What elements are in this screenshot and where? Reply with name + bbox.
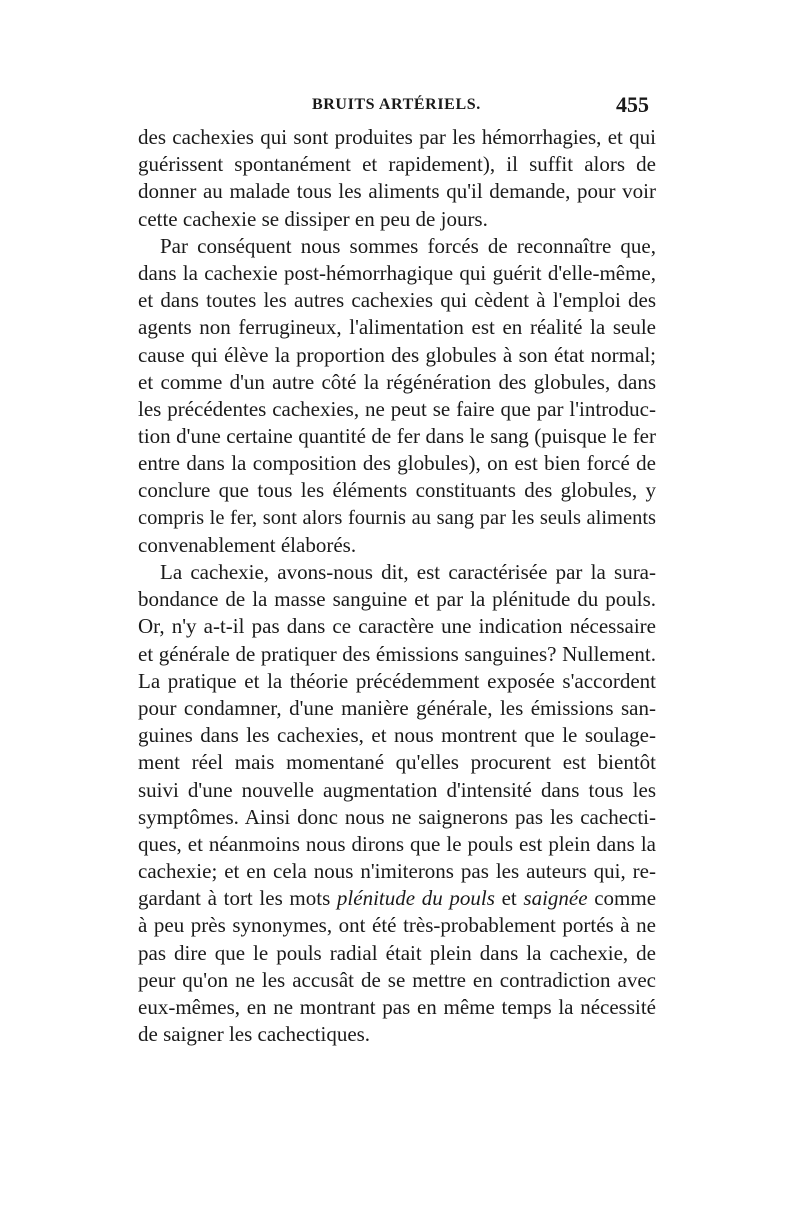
page-number: 455 xyxy=(616,92,649,117)
text-line: de saigner les cachectiques. xyxy=(138,1022,371,1047)
body-text xyxy=(138,124,656,1048)
text-line: ment réel mais momentané qu'elles procurent est bientôt xyxy=(138,750,656,775)
text-line: conclure que tous les éléments constituants des globules, y xyxy=(138,478,656,503)
text-line: peur qu'on ne les accusât de se mettre en contradiction avec xyxy=(138,967,656,992)
text-line: La cachexie, avons-nous dit, est caractérisée par la sura- xyxy=(160,560,656,584)
text-line-with-italics xyxy=(138,885,656,912)
text-line: eux-mêmes, en ne montrant pas en même temps la nécessité xyxy=(138,995,656,1019)
text-line: guines dans les cachexies, et nous montrent que le soulage- xyxy=(138,723,656,748)
text-line: à peu près synonymes, ont été très-probablement portés à ne xyxy=(138,913,656,938)
text-line: dans la cachexie post-hémorrhagique qui guérit d'elle-même, xyxy=(138,260,656,285)
text-line: cette cachexie se dissiper en peu de jours. xyxy=(138,206,488,231)
text-line: La pratique et la théorie précédemment exposée s'accordent xyxy=(138,668,656,693)
text-line: pas dire que le pouls radial était plein dans la cachexie, de xyxy=(138,940,656,965)
text-line: des cachexies qui sont produites par les hémorrhagies, et qui xyxy=(138,125,656,149)
text-line: et générale de pratiquer des émissions sanguines? Nullement. xyxy=(138,641,656,666)
text-line: compris le fer, sont alors fournis au sang par les seuls aliments xyxy=(138,506,656,529)
text-line: tion d'une certaine quantité de fer dans le sang (puisque le fer xyxy=(138,424,656,449)
text-line: donner au malade tous les aliments qu'il demande, pour voir xyxy=(138,179,656,204)
line-segment: gardant à tort les mots xyxy=(138,886,337,911)
text-line: et comme d'un autre côté la régénération des globules, dans xyxy=(138,369,656,394)
text-line: entre dans la composition des globules), on est bien forcé de xyxy=(138,451,656,476)
text-line: bondance de la masse sanguine et par la plénitude du pouls. xyxy=(138,587,656,612)
text-line: suivi d'une nouvelle augmentation d'intensité dans tous les xyxy=(138,777,656,802)
text-line: pour condamner, d'une manière générale, les émissions san- xyxy=(138,695,656,720)
line-segment: et xyxy=(494,886,524,911)
text-line: les précédentes cachexies, ne peut se faire que par l'introduc- xyxy=(138,396,656,421)
running-title: BRUITS ARTÉRIELS. xyxy=(312,96,481,113)
text-line: ques, et néanmoins nous dirons que le pouls est plein dans la xyxy=(138,831,656,856)
text-line: convenablement élaborés. xyxy=(138,532,357,557)
text-line: agents non ferrugineux, l'alimentation est en réalité la seule xyxy=(138,315,656,340)
text-line: et dans toutes les autres cachexies qui cèdent à l'emploi des xyxy=(138,288,656,313)
text-line: cause qui élève la proportion des globules à son état normal; xyxy=(138,342,656,367)
text-line: Or, n'y a-t-il pas dans ce caractère une indication nécessaire xyxy=(138,614,656,639)
italic-phrase: saignée xyxy=(523,886,588,911)
text-line: cachexie; et en cela nous n'imiterons pas les auteurs qui, re- xyxy=(138,859,656,884)
line-segment: comme xyxy=(587,886,657,911)
text-line: symptômes. Ainsi donc nous ne saignerons pas les cachecti- xyxy=(138,804,656,829)
italic-phrase: plénitude du pouls xyxy=(336,886,495,911)
text-line: guérissent spontanément et rapidement), il suffit alors de xyxy=(138,152,656,177)
text-line: Par conséquent nous sommes forcés de reconnaître que, xyxy=(160,233,656,258)
